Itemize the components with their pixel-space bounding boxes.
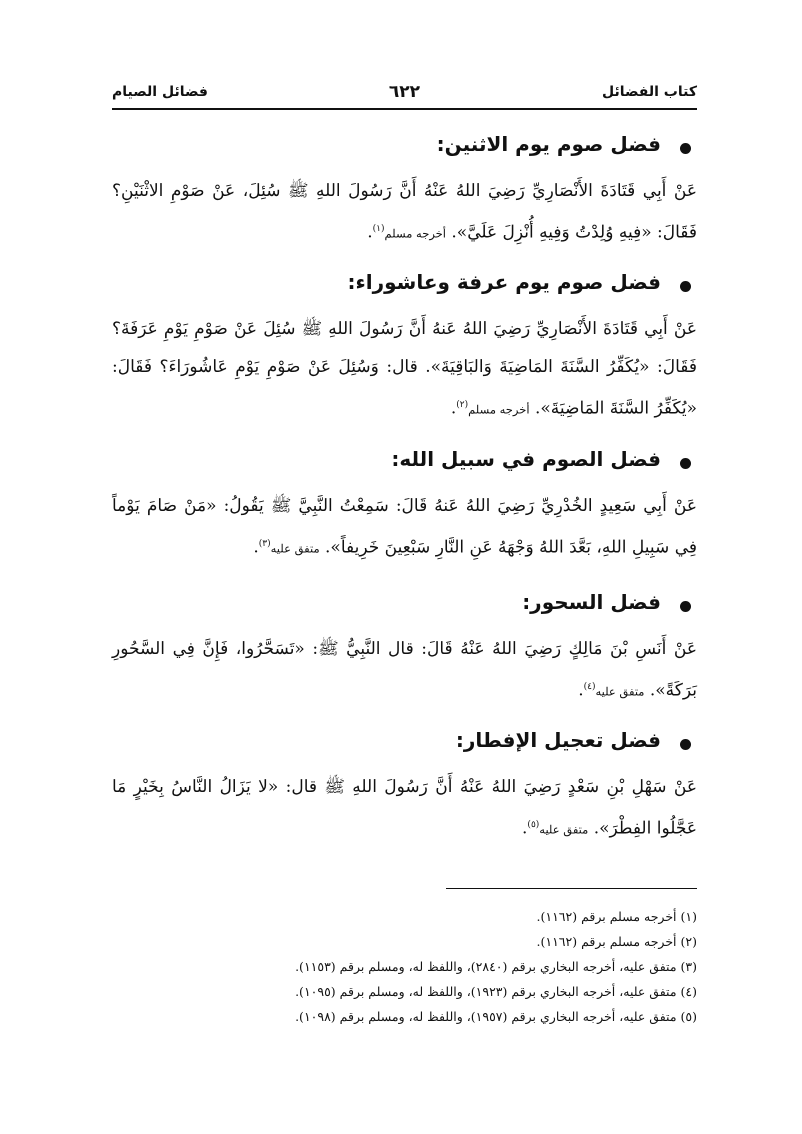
section-heading-text: فضل تعجيل الإفطار: [455,728,661,752]
page-number: ٦٢٢ [388,82,421,102]
hadith-source: متفق عليه [539,822,589,837]
section-heading [112,270,697,300]
hadith-body: عَنْ سَهْلِ بْنِ سَعْدٍ رَضِيَ اللهُ عَنْهُ أَنَّ رَسُولَ اللهِ ﷺ قال: «لا يَزَالُ النَّاسُ بِخَيْرٍ مَا عَجَّلُوا الفِطْرَ». [112,777,697,839]
hadith-body: عَنْ أَبِي قَتَادَةَ الأَنْصَارِيِّ رَضِيَ اللهُ عَنْهُ أَنَّ رَسُولَ اللهِ ﷺ سُئِلَ، عَنْ صَوْمِ الاثْنَيْنِ؟ فَقَالَ: «فِيهِ وُلِدْتُ وَفِيهِ أُنْزِلَ عَلَيَّ». [112,181,697,243]
hadith-text: عَنْ أَبِي سَعِيدٍ الخُدْرِيِّ رَضِيَ اللهُ عَنهُ قَالَ: سَمِعْتُ النَّبِيَّ ﷺ يَقُولُ: «مَنْ صَامَ يَوْماً فِي سَبِيلِ اللهِ، بَعَّدَ اللهُ وَجْهَهُ عَنِ النَّارِ سَبْعِينَ خَرِيفاً». متفق عليه$^{(٣)}$. [112,496,697,558]
footnotes [112,904,697,1029]
bullet-icon [680,458,691,469]
section-heading [112,447,697,477]
section-heading-text: فضل صوم يوم عرفة وعاشوراء: [347,270,661,294]
footnote-1: (١) أخرجه مسلم برقم (١١٦٢). [536,909,697,924]
footnote-3: (٣) متفق عليه، أخرجه البخاري برقم (٢٨٤٠)، واللفظ له، ومسلم برقم (١١٥٣). [295,959,697,974]
section-fast-in-allahs-path [112,447,697,568]
section-heading [112,132,697,162]
section-suhoor [112,590,697,711]
section-hastening-iftar [112,728,697,849]
running-header [112,84,697,106]
footnote-5: (٥) متفق عليه، أخرجه البخاري برقم (١٩٥٧)، واللفظ له، ومسلم برقم (١٠٩٨). [295,1009,697,1024]
section-monday-fast [112,132,697,253]
hadith-body: عَنْ أَبِي سَعِيدٍ الخُدْرِيِّ رَضِيَ اللهُ عَنهُ قَالَ: سَمِعْتُ النَّبِيَّ ﷺ يَقُولُ: «مَنْ صَامَ يَوْماً فِي سَبِيلِ اللهِ، بَعَّدَ اللهُ وَجْهَهُ عَنِ النَّارِ سَبْعِينَ خَرِيفاً». [112,496,697,558]
hadith-source: أخرجه مسلم [384,226,446,241]
footnote-ref: (٣) [258,539,271,549]
section-heading-text: فضل الصوم في سبيل الله: [391,447,661,471]
hadith-text: عَنْ أَبِي قَتَادَةَ الأَنْصَارِيِّ رَضِيَ اللهُ عَنْهُ أَنَّ رَسُولَ اللهِ ﷺ سُئِلَ، عَنْ صَوْمِ الاثْنَيْنِ؟ فَقَالَ: «فِيهِ وُلِدْتُ وَفِيهِ أُنْزِلَ عَلَيَّ». أخرجه مسلم$^{(١)}$. [112,181,697,243]
footnote-rule [446,888,697,889]
bullet-icon [680,739,691,750]
footnote-ref: (٤) [583,682,596,692]
section-heading-text: فضل السحور: [522,590,661,614]
bullet-icon [680,601,691,612]
section-arafah-ashura [112,270,697,429]
footnote-4: (٤) متفق عليه، أخرجه البخاري برقم (١٩٢٣)، واللفظ له، ومسلم برقم (١٠٩٥). [295,984,697,999]
section-heading-text: فضل صوم يوم الاثنين: [436,132,661,156]
hadith-text: عَنْ سَهْلِ بْنِ سَعْدٍ رَضِيَ اللهُ عَنْهُ أَنَّ رَسُولَ اللهِ ﷺ قال: «لا يَزَالُ النَّاسُ بِخَيْرٍ مَا عَجَّلُوا الفِطْرَ». متفق عليه$^{(٥)}$. [112,777,697,839]
footnote-ref: (٢) [456,400,469,410]
bullet-icon [680,143,691,154]
bullet-icon [680,281,691,292]
hadith-source: متفق عليه [270,541,320,556]
hadith-text: عَنْ أَنَسِ بْنَ مَالِكٍ رَضِيَ اللهُ عَنْهُ قَالَ: قال النَّبِيُّ ﷺ: «تَسَحَّرُوا، فَإِنَّ فِي السَّحُورِ بَرَكَةً». متفق عليه$^{(٤)}$. [112,639,697,701]
chapter-title: فضائل الصيام [112,84,208,100]
footnote-ref: (١) [372,224,385,234]
section-heading [112,728,697,758]
hadith-source: أخرجه مسلم [468,402,530,417]
book-title: كتاب الفضائل [602,84,697,100]
footnote-2: (٢) أخرجه مسلم برقم (١١٦٢). [536,934,697,949]
hadith-body: عَنْ أَبِي قَتَادَةَ الأَنْصَارِيِّ رَضِيَ اللهُ عَنهُ أَنَّ رَسُولَ اللهِ ﷺ سُئِلَ عَنْ صَوْمِ يَوْمِ عَرَفَةَ؟ فَقَالَ: «يُكَفِّرُ السَّنَةَ المَاضِيَةَ وَالبَاقِيَةَ». قال: وَسُئِلَ عَنْ صَوْمِ يَوْمِ عَاشُورَاءَ؟ فَقَالَ: «يُكَفِّرُ السَّنَةَ المَاضِيَةَ». [112,319,697,419]
hadith-source: متفق عليه [595,684,645,699]
hadith-body: عَنْ أَنَسِ بْنَ مَالِكٍ رَضِيَ اللهُ عَنْهُ قَالَ: قال النَّبِيُّ ﷺ: «تَسَحَّرُوا، فَإِنَّ فِي السَّحُورِ بَرَكَةً». [112,639,697,701]
footnote-ref: (٥) [527,820,540,830]
header-rule [112,108,697,110]
section-heading [112,590,697,620]
hadith-text: عَنْ أَبِي قَتَادَةَ الأَنْصَارِيِّ رَضِيَ اللهُ عَنهُ أَنَّ رَسُولَ اللهِ ﷺ سُئِلَ عَنْ صَوْمِ يَوْمِ عَرَفَةَ؟ فَقَالَ: «يُكَفِّرُ السَّنَةَ المَاضِيَةَ وَالبَاقِيَةَ». قال: وَسُئِلَ عَنْ صَوْمِ يَوْمِ عَاشُورَاءَ؟ فَقَالَ: «يُكَفِّرُ السَّنَةَ المَاضِيَةَ». أخرجه مسلم$^{(٢)}$. [112,319,697,419]
